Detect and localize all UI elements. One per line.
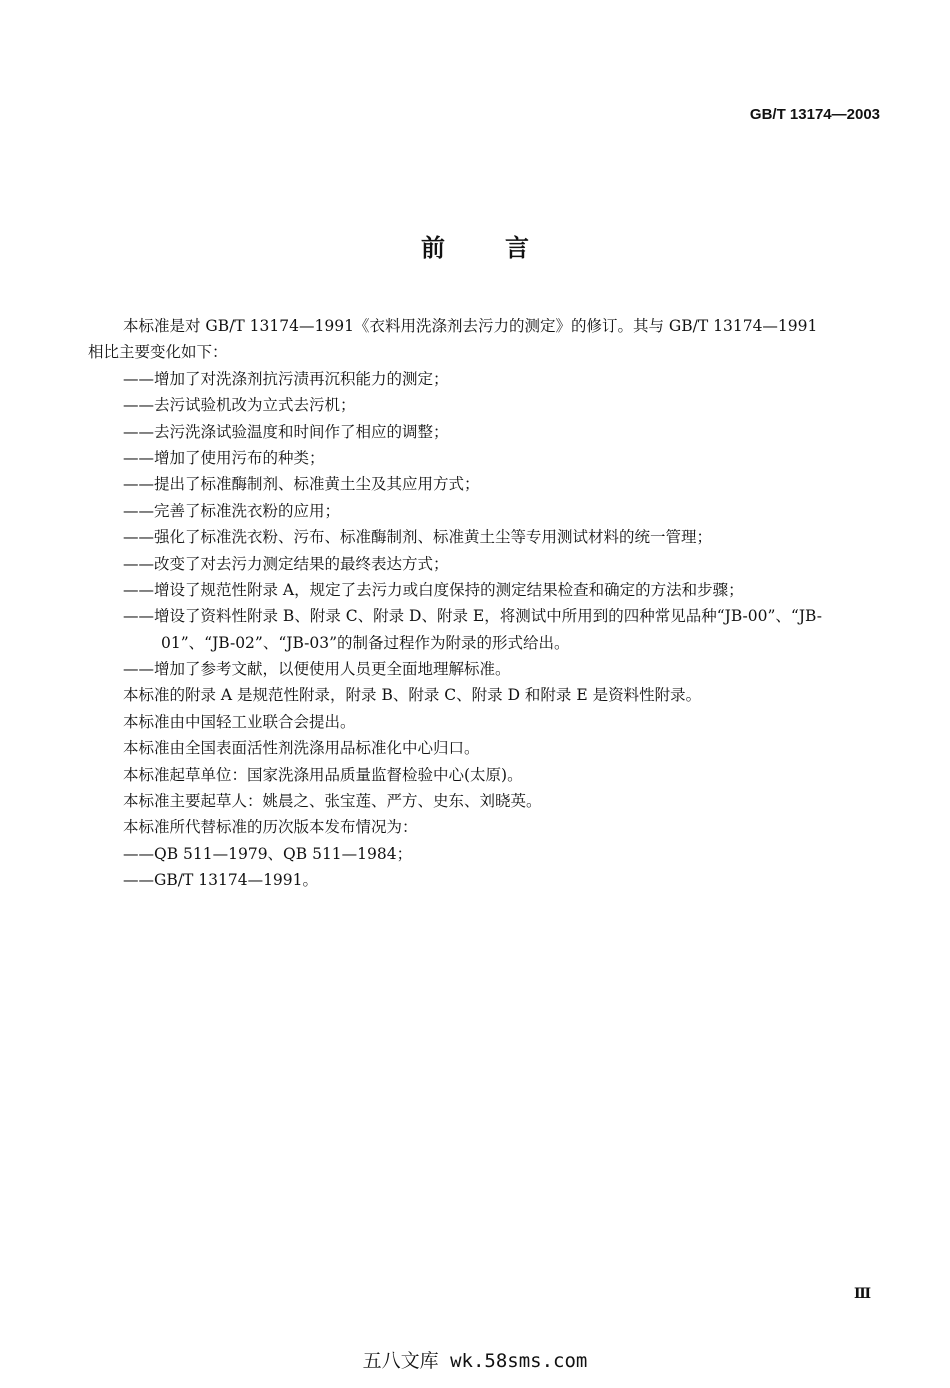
change-item-continued: 01”、“JB-02”、“JB-03”的制备过程作为附录的形式给出。 xyxy=(161,633,570,652)
standard-number: GB/T 13174—2003 xyxy=(749,106,880,123)
history-item: ——QB 511—1979、QB 511—1984； xyxy=(123,844,413,863)
intro-line: 相比主要变化如下： xyxy=(88,343,228,362)
page-title: 前言 xyxy=(421,234,589,262)
watermark: 五八文库 wk.58sms.com xyxy=(362,1350,588,1372)
change-item: ——提出了标准酶制剂、标准黄土尘及其应用方式； xyxy=(123,475,480,494)
statement: 本标准由中国轻工业联合会提出。 xyxy=(123,712,356,731)
history-item: ——GB/T 13174—1991。 xyxy=(123,871,319,890)
statement: 本标准所代替标准的历次版本发布情况为： xyxy=(123,818,418,837)
statement: 本标准主要起草人：姚晨之、张宝莲、严方、史东、刘晓英。 xyxy=(123,792,542,811)
page-number: Ⅲ xyxy=(854,1286,872,1302)
statement: 本标准的附录 A 是规范性附录，附录 B、附录 C、附录 D 和附录 E 是资料性附录。 xyxy=(123,686,702,705)
foreword-body xyxy=(88,313,883,894)
change-item: ——增加了对洗涤剂抗污渍再沉积能力的测定； xyxy=(123,369,449,388)
statement: 本标准起草单位：国家洗涤用品质量监督检验中心(太原)。 xyxy=(123,765,523,784)
change-item: ——改变了对去污力测定结果的最终表达方式； xyxy=(123,554,449,573)
change-item: ——增设了资料性附录 B、附录 C、附录 D、附录 E，将测试中所用到的四种常见品种“JB-00”、“JB- xyxy=(123,607,822,626)
change-item: ——去污试验机改为立式去污机； xyxy=(123,396,356,415)
intro-line: 本标准是对 GB/T 13174—1991《衣料用洗涤剂去污力的测定》的修订。其与 GB/T 13174—1991 xyxy=(123,317,818,335)
change-item: ——强化了标准洗衣粉、污布、标准酶制剂、标准黄土尘等专用测试材料的统一管理； xyxy=(123,528,713,547)
change-item: ——完善了标准洗衣粉的应用； xyxy=(123,501,341,520)
change-item: ——去污洗涤试验温度和时间作了相应的调整； xyxy=(123,422,449,441)
change-item: ——增加了使用污布的种类； xyxy=(123,448,325,467)
change-item: ——增设了规范性附录 A，规定了去污力或白度保持的测定结果检查和确定的方法和步骤； xyxy=(123,580,744,599)
statement: 本标准由全国表面活性剂洗涤用品标准化中心归口。 xyxy=(123,739,480,758)
change-item: ——增加了参考文献，以便使用人员更全面地理解标准。 xyxy=(123,660,511,679)
